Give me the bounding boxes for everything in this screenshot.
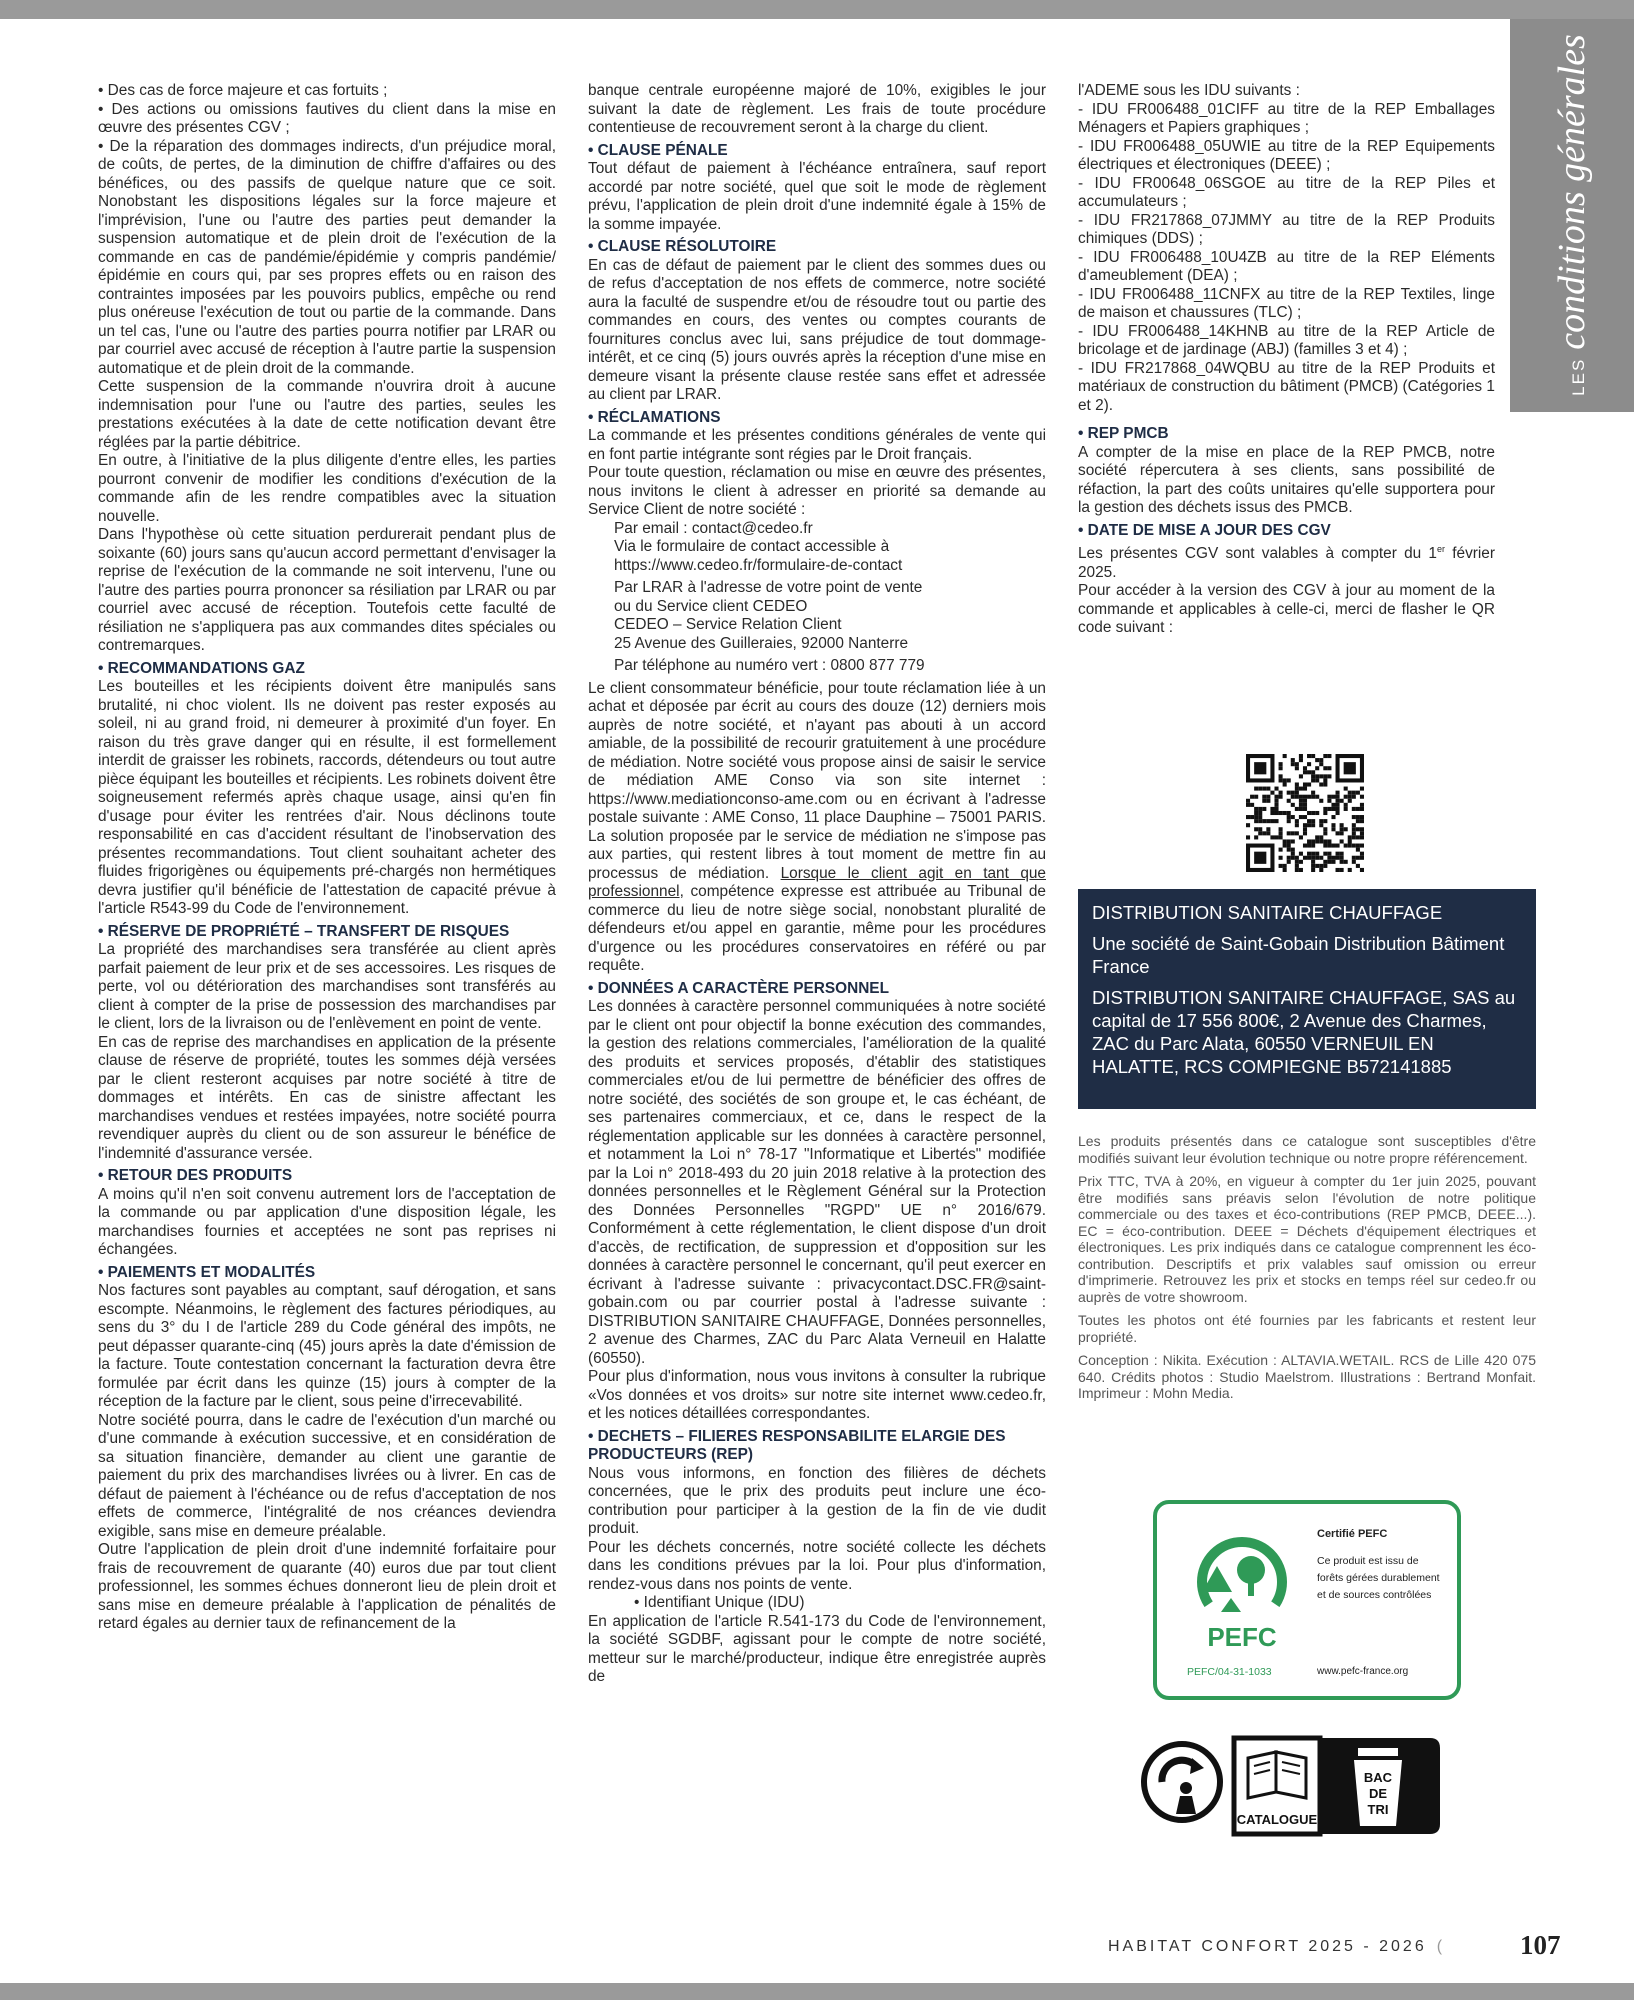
paragraph: En outre, à l'initiative de la plus diligente d'entre elles, les parties pourront convenir de modifier les conditions d'exécution de la commande afin de les rendre compatibles avec la situation nouvelle. [98, 452, 556, 525]
section-heading: • RÉCLAMATIONS [588, 408, 721, 426]
section-heading: • DECHETS – FILIERES RESPONSABILITE ELARGIE DES PRODUCTEURS (REP) [588, 1427, 1006, 1463]
contact-email [614, 520, 1046, 576]
catalogue-label: CATALOGUE [1236, 1812, 1318, 1827]
paragraph: A compter de la mise en place de la REP PMCB, notre société répercutera à ses clients, sans possibilité de réfaction, la part des coûts unitaires qu'elle supportera pour la gestion des déchets issus des PMCB. [1078, 443, 1495, 516]
underlined-text: Lorsque le client agit en tant que professionnel [588, 864, 1046, 900]
paragraph: Pour les déchets concernés, notre société collecte les déchets dans les conditions prévues par la loi. Pour plus d'information, rendez-vous dans nos points de vente. [588, 1538, 1046, 1593]
paragraph [1078, 540, 1495, 582]
paragraph: Nous vous informons, en fonction des filières de déchets concernées, que le prix des produits peut inclure une éco-contribution pour participer à la gestion de la fin de vie dudit produit. [588, 1464, 1046, 1537]
paragraph: Notre société pourra, dans le cadre de l'exécution d'un marché ou d'une commande à exécution successive, et en considération de sa situation financière, demander au client une garantie de paiement du prix des marchandises livrées ou à livrer. En cas de défaut de paiement à l'échéance ou de refus d'acceptation de nos effets de commerce, l'intégralité de nos créances deviendra exigible, sans mise en demeure préalable. [98, 1411, 556, 1540]
pefc-text [1317, 1526, 1447, 1604]
idu-item: - IDU FR217868_04WQBU au titre de la REP Produits et matériaux de construction du bâtiment (PMCB) (Catégories 1 et 2). [1078, 359, 1495, 414]
paragraph: Les données à caractère personnel communiquées à notre société par le client ont pour objectif la bonne exécution des commandes, la gestion des relations commerciales, l'amélioration de la qualité des produits et services proposés, d'établir des statistiques commerciales et/ou de lui permettre de bénéficier des offres de notre société, des sociétés de son groupe et, le cas échéant, de ses partenaires commerciaux, et ce, dans le respect de la réglementation applicable sur les données à caractère personnel, et notamment la Loi n° 78-17 "Informatique et Libertés" modifiée par la Loi n° 2018-493 du 20 juin 2018 relative à la protection des données personnelles et le Règlement Général sur la Protection des Données Personnelles "RGPD" UE n° 2016/679. Conformément à cette réglementation, le client dispose d'un droit d'accès, de rectification, de suppression et d'opposition sur les données à caractère personnel le concernant, qu'il peut exercer en écrivant à l'adresse suivante : privacycontact.DSC.FR@saint-gobain.com ou par courrier postal à l'adresse suivante : DISTRIBUTION SANITAIRE CHAUFFAGE, Données personnelles, 2 avenue des Charmes, ZAC du Parc Alata Verneuil en Halatte (60550). [588, 998, 1046, 1367]
bottom-band [0, 1983, 1634, 2000]
idu-label: • Identifiant Unique (IDU) [634, 1594, 805, 1611]
section-heading: • CLAUSE RÉSOLUTOIRE [588, 238, 777, 255]
idu-item: - IDU FR006488_01CIFF au titre de la REP Emballages Ménagers et Papiers graphiques ; [1078, 100, 1495, 136]
company-name: DISTRIBUTION SANITAIRE CHAUFFAGE [1092, 902, 1443, 923]
contact-line: ou du Service client CEDEO [614, 597, 808, 615]
text-run: , compétence expresse est attribuée au Tribunal de commerce du lieu de notre siège social, nonobstant pluralité de défendeurs et/ou appel en garantie, même pour les procédures d'urgence ou les procédures conservatoires en référé ou par requête. [588, 883, 1046, 974]
page-number: 107 [1520, 1930, 1561, 1960]
section-heading: • DATE DE MISE A JOUR DES CGV [1078, 521, 1331, 539]
paragraph: • Des cas de force majeure et cas fortuits ; [98, 82, 388, 99]
pefc-logo-text: PEFC [1207, 1622, 1277, 1652]
running-footer [1108, 1938, 1455, 1956]
paragraph: La commande et les présentes conditions générales de vente qui en font partie intégrante sont régies par le Droit français. [588, 427, 1046, 463]
idu-item: - IDU FR00648_06SGOE au titre de la REP Piles et accumulateurs ; [1078, 174, 1495, 210]
column-1 [98, 82, 556, 1634]
small-paragraph: Conception : Nikita. Exécution : ALTAVIA.WETAIL. RCS de Lille 420 075 640. Crédits photos : Studio Maelstrom. Illustrations : Bertrand Monfait. Imprimeur : Mohn Media. [1078, 1352, 1536, 1401]
company-info-box [1078, 889, 1536, 1109]
paragraph: En application de l'article R.541-173 du Code de l'environnement, la société SGDBF, agissant pour le compte de notre société, metteur sur le marché/producteur, indique être enregistrée auprès de [588, 1612, 1046, 1685]
paragraph: • Des actions ou omissions fautives du client dans la mise en œuvre des présentes CGV ; [98, 100, 556, 136]
contact-form-link[interactable]: https://www.cedeo.fr/formulaire-de-contact [614, 556, 903, 574]
section-heading: • CLAUSE PÉNALE [588, 141, 728, 159]
company-group: Une société de Saint-Gobain Distribution Bâtiment France [1092, 933, 1505, 977]
section-tab-label [1550, 34, 1594, 396]
section-heading: • PAIEMENTS ET MODALITÉS [98, 1263, 316, 1281]
section-heading: • RÉSERVE DE PROPRIÉTÉ – TRANSFERT DE RISQUES [98, 922, 510, 940]
qr-code[interactable] [1246, 754, 1364, 872]
paragraph [588, 680, 1046, 976]
paragraph: A moins qu'il n'en soit convenu autrement lors de l'acceptation de la commande ou par application d'une disposition légale, les marchandises fournies et acceptées ne sont pas reprises ni échangées. [98, 1185, 556, 1258]
pefc-certification-badge [1153, 1500, 1461, 1700]
bac-label-1: BAC [1363, 1770, 1393, 1785]
triman-icon [1144, 1744, 1220, 1820]
text-run: Le client consommateur bénéficie, pour toute réclamation liée à un achat et déposée par écrit au cours des douze (12) derniers mois auprès de notre société, et n'ayant pas abouti à un accord amiable, de la possibilité de recourir gratuitement à une procédure de médiation. Notre société vous propose ainsi de saisir le service de médiation AME Conso via son site internet : https://www.mediationconso-ame.com ou en écrivant à l'adresse postale suivante : AME Conso, 11 place Dauphine – 75001 PARIS. La solution proposée par le service de médiation ne s'impose pas aux parties, qui restent libres à tout moment de mettre fin au processus de médiation. [588, 679, 1046, 882]
small-paragraph: Toutes les photos ont été fournies par les fabricants et restent leur propriété. [1078, 1312, 1536, 1345]
paragraph: Les bouteilles et les récipients doivent être manipulés sans brutalité, ni choc violent. Ils ne doivent pas rester exposés au soleil, ni au grand froid, ni demeurer à proximité d'un foyer. En raison du très grave danger qui en résulte, il est formellement interdit de graisser les robinets, raccords, détendeurs ou tout autre pièce équipant les bouteilles et récipients. Les robinets doivent être soigneusement refermés après chaque usage, ainsi qu'en fin d'usage pour éviter les rentrées d'air. Nous déclinons toute responsabilité en cas d'accident résultant de l'inobservation des présentes recommandations. Tout client souhaitant acheter des fluides frigorigènes ou équipements pré-chargés non hermétiques devra justifier qu'il bénéficie de l'attestation de capacité prévue à l'article R543-99 du Code de l'environnement. [98, 678, 556, 917]
section-tab [1510, 19, 1634, 412]
contact-block [588, 520, 1046, 676]
text-run: Les présentes CGV sont valables à compter du 1 [1078, 545, 1437, 563]
text-run: février 2025. [1078, 545, 1495, 581]
contact-line: Par LRAR à l'adresse de votre point de vente [614, 579, 923, 596]
pefc-website: www.pefc-france.org [1317, 1666, 1409, 1677]
paragraph: Pour accéder à la version des CGV à jour au moment de la commande et applicables à celle-ci, merci de flasher le QR code suivant : [1078, 582, 1495, 637]
column-3 [1078, 82, 1495, 638]
section-heading: • RETOUR DES PRODUITS [98, 1167, 293, 1184]
paragraph: • De la réparation des dommages indirects, d'un préjudice moral, de coûts, de pertes, de la diminution de chiffre d'affaires ou des bénéfices, ou des passifs de quelque nature que ce soit. Nonobstant les dispositions légales sur la force majeure et l'imprévision, l'une ou l'autre des parties peut demander la suspension automatique et de plein droit de l'exécution de la commande en cas de pandémie/épidémie y compris pandémie/épidémie en cours qui, par ses propres effets ou en raison des contraintes imposées par les pouvoirs publics, empêche ou rend plus onéreuse l'exécution de tout ou partie de la commande. Dans un tel cas, l'une ou l'autre des parties pourra notifier par LRAR ou par courriel avec accusé de réception à l'autre partie la suspension automatique et de plein droit de la commande. [98, 137, 556, 377]
contact-line: CEDEO – Service Relation Client [614, 616, 842, 633]
paragraph: Cette suspension de la commande n'ouvrira droit à aucune indemnisation pour l'une ou l'autre des parties, seules les prestations exécutées à la date de cette notification devant être réglées par la partie débitrice. [98, 378, 556, 451]
paragraph: l'ADEME sous les IDU suivants : [1078, 82, 1300, 99]
legal-small-print [1078, 1133, 1536, 1409]
idu-item: - IDU FR006488_10U4ZB au titre de la REP Eléments d'ameublement (DEA) ; [1078, 248, 1495, 284]
contact-line: Par téléphone au numéro vert : 0800 877 779 [614, 657, 925, 674]
paragraph: Pour toute question, réclamation ou mise en œuvre des présentes, nous invitons le client à adresser en priorité sa demande au Service Client de notre société : [588, 464, 1046, 518]
paragraph: Tout défaut de paiement à l'échéance entraînera, sauf report accordé par notre société, quel que soit le mode de règlement prévu, l'application de plein droit d'une indemnité égale à 15% de la somme impayée. [588, 160, 1046, 233]
section-tab-title: conditions générales [1551, 34, 1593, 350]
paragraph: Dans l'hypothèse où cette situation perdurerait pendant plus de soixante (60) jours sans qu'aucun accord permettant d'envisager la reprise de l'exécution de la commande ne soit intervenu, l'une ou l'autre des parties pourra prononcer sa résiliation par LRAR ou par courriel avec accusé de réception. Toutefois cette faculté de résiliation ne s'appliquera pas aux commandes dites spéciales ou contremarques. [98, 526, 556, 654]
idu-item: - IDU FR006488_05UWIE au titre de la REP Equipements électriques et électroniques (DEEE) ; [1078, 137, 1495, 173]
paragraph: banque centrale européenne majoré de 10%, exigibles le jour suivant la date de règlement. Les frais de toute procédure contentieuse de recouvrement seront à la charge du client. [588, 82, 1046, 136]
pefc-title: Certifié PEFC [1317, 1528, 1388, 1540]
paragraph: En cas de reprise des marchandises en application de la présente clause de réserve de propriété, toutes les sommes déjà versées par le client resteront acquises par notre société à titre de dommages et intérêts. En cas de sinistre affectant les marchandises vendues et restées impayées, notre société pourra revendiquer auprès du client ou de son assureur le bénéfice de l'indemnité d'assurance versée. [98, 1033, 556, 1162]
contact-line: Via le formulaire de contact accessible à [614, 538, 890, 555]
catalogue-title: HABITAT CONFORT 2025 - 2026 [1108, 1938, 1427, 1955]
contact-line: 25 Avenue des Guilleraies, 92000 Nanterre [614, 634, 909, 652]
paragraph: La propriété des marchandises sera transférée au client après parfait paiement de leur prix et de ses accessoires. Les risques de perte, vol ou détérioration des marchandises sont transférés au client à compter de la prise de possession des marchandises par le client, lors de la livraison ou de l'enlèvement en point de vente. [98, 941, 556, 1032]
small-paragraph: Prix TTC, TVA à 20%, en vigueur à compter du 1er juin 2025, pouvant être modifiés sans préavis selon l'évolution de notre politique commerciale ou des taxes et éco-contributions (REP PMCB, DEEE...). EC = éco-contribution. DEEE = Déchets d'équipement électriques et électroniques. Les prix indiqués dans ce catalogue comprennent les éco-contribution. Descriptifs et prix valables sauf omission ou erreur d'imprimerie. Retrouvez les prix et stocks en temps réel sur cedeo.fr ou auprès de votre showroom. [1078, 1173, 1536, 1305]
company-legal: DISTRIBUTION SANITAIRE CHAUFFAGE, SAS au capital de 17 556 800€, 2 Avenue des Charmes, ZAC du Parc Alata, 60550 VERNEUIL EN HALATTE, RCS COMPIEGNE B572141885 [1092, 987, 1516, 1077]
column-2 [588, 82, 1046, 1687]
top-band [0, 0, 1634, 19]
pefc-code: PEFC/04-31-1033 [1187, 1666, 1272, 1678]
superscript: er [1436, 544, 1445, 554]
idu-item: - IDU FR217868_07JMMY au titre de la REP Produits chimiques (DDS) ; [1078, 211, 1495, 247]
paragraph: Nos factures sont payables au comptant, sauf dérogation, et sans escompte. Néanmoins, le règlement des factures périodiques, au sens du 3° du I de l'article 289 du Code général des impôts, ne peut dépasser quarante-cinq (45) jours après la date d'émission de la facture. Toute contestation concernant la facturation devra être formulée par écrit dans les quinze (15) jours à compter de la réception de la facture par le client, sous peine d'irrecevabilité. [98, 1282, 556, 1410]
catalogue-icon [1234, 1738, 1320, 1834]
pefc-description: Ce produit est issu de forêts gérées durablement et de sources contrôlées [1317, 1555, 1440, 1601]
section-heading: • RECOMMANDATIONS GAZ [98, 659, 305, 677]
pefc-logo-icon [1187, 1534, 1297, 1659]
paragraph: En cas de défaut de paiement par le client des sommes dues ou de refus d'acceptation de nos effets de commerce, notre société aura la faculté de suspendre et/ou de résoudre tout ou partie des commandes en cours, des ventes ou comptes courants de fournitures conclus avec lui, sans préjudice de tout dommage-intérêt, et ce cinq (5) jours ouvrés après la réception d'une mise en demeure visant la présente clause restée sans effet et adressée au client par LRAR. [588, 256, 1046, 403]
section-heading: • REP PMCB [1078, 425, 1169, 442]
contact-phone [614, 657, 1046, 676]
paragraph: Pour plus d'information, nous vous invitons à consulter la rubrique «Vos données et vos droits» sur notre site internet www.cedeo.fr, et les notices détaillées correspondantes. [588, 1368, 1046, 1422]
idu-item: - IDU FR006488_11CNFX au titre de la REP Textiles, linge de maison et chaussures (TLC) ; [1078, 285, 1495, 321]
idu-item: - IDU FR006488_14KHNB au titre de la REP Article de bricolage et de jardinage (ABJ) (familles 3 et 4) ; [1078, 322, 1495, 358]
bac-label-2: DE [1368, 1786, 1388, 1801]
contact-line: Par email : contact@cedeo.fr [614, 519, 813, 537]
bac-label-3: TRI [1367, 1802, 1389, 1817]
small-paragraph: Les produits présentés dans ce catalogue sont susceptibles d'être modifiés suivant leur évolution technique ou notre propre référencement. [1078, 1133, 1536, 1166]
contact-postal [614, 579, 1046, 653]
section-tab-prefix: LES [1569, 357, 1588, 396]
section-heading: • DONNÉES A CARACTÈRE PERSONNEL [588, 979, 889, 997]
footer-separator: ( [1436, 1938, 1446, 1955]
bac-de-tri-icon [1320, 1738, 1440, 1834]
paragraph: Outre l'application de plein droit d'une indemnité forfaitaire pour frais de recouvrement de quarante (40) euros due par tout client professionnel, les sommes échues donneront lieu de plein droit et sans mise en demeure préalable à l'application de pénalités de retard égales au dernier taux de refinancement de la [98, 1541, 556, 1632]
recycling-icons [1140, 1730, 1460, 1840]
